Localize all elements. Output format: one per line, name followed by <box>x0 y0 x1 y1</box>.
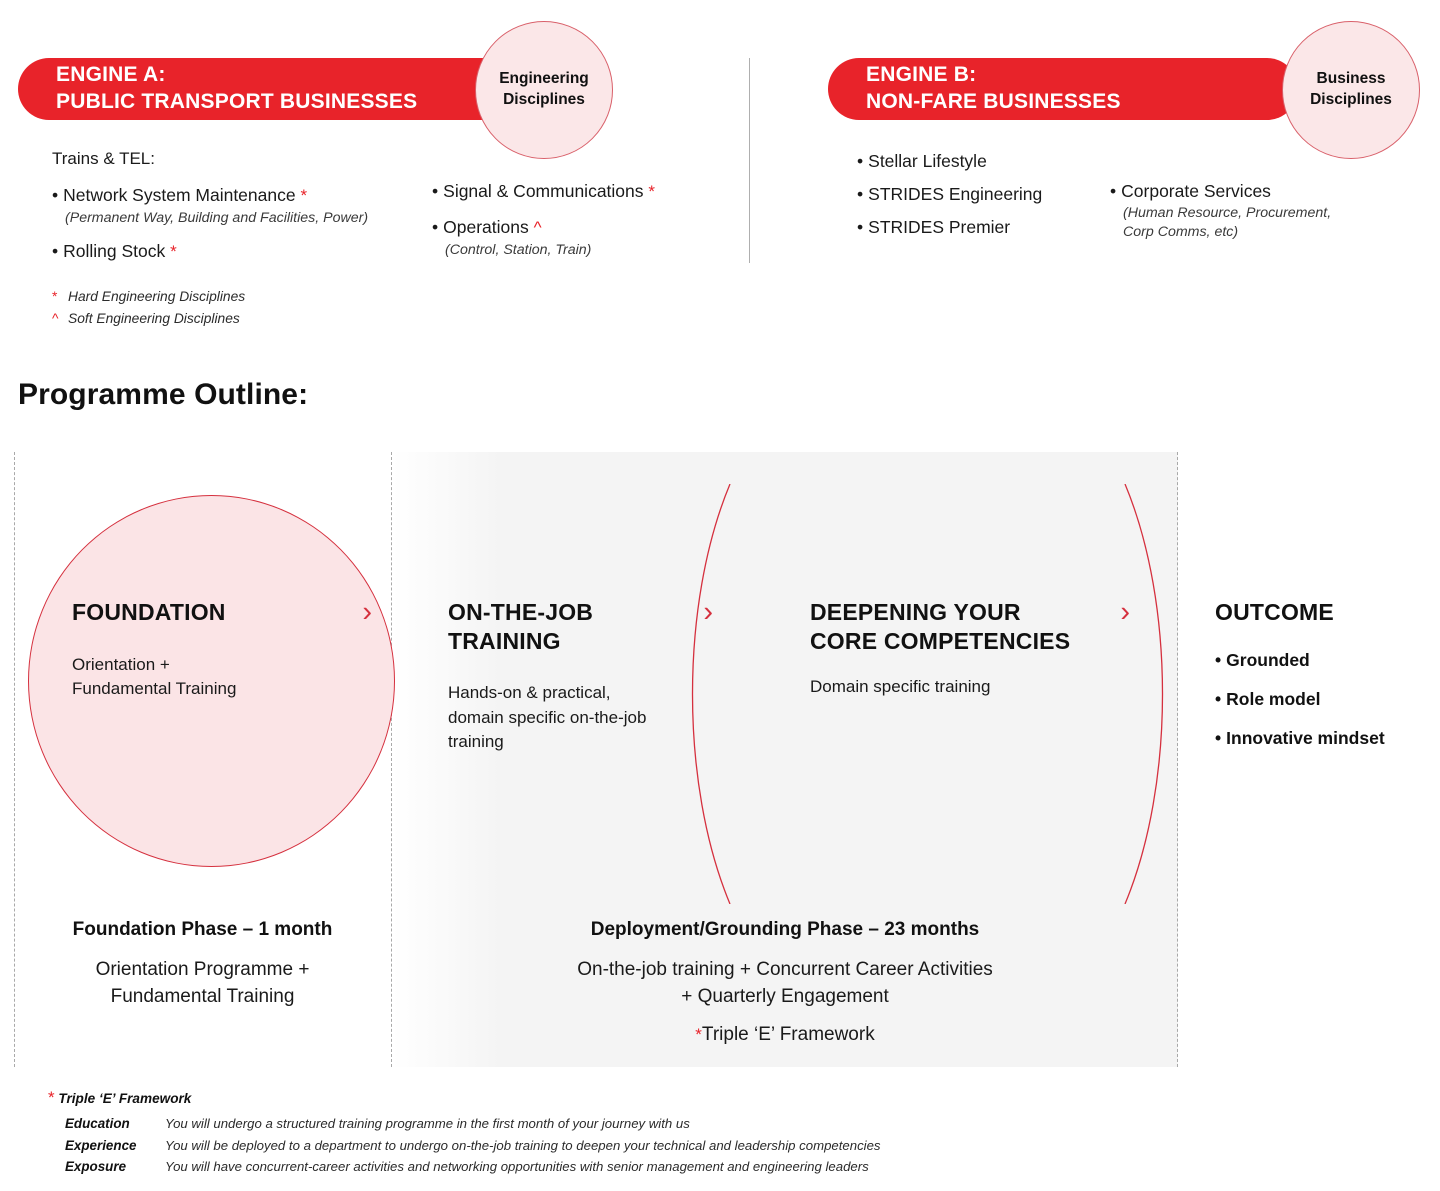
bullet-label: Corporate Services <box>1121 181 1271 201</box>
bullet-label: Stellar Lifestyle <box>868 151 987 171</box>
hard-discipline-mark: * <box>52 289 58 304</box>
phase-description: Hands-on & practical, domain specific on-the-job training <box>448 683 647 752</box>
list-item <box>1110 180 1400 241</box>
legend-row <box>52 308 245 330</box>
footnote-row <box>48 1135 1388 1157</box>
phase-summary-title: Deployment/Grounding Phase – 23 months <box>590 919 980 940</box>
footnote-row <box>48 1113 1388 1135</box>
programme-outline <box>0 452 1440 1067</box>
deployment-phase-summary <box>392 919 1178 1046</box>
engineering-disciplines-circle <box>475 21 613 159</box>
bullet-label: STRIDES Premier <box>868 217 1011 238</box>
bullet-label: Operations <box>443 217 529 238</box>
bullet-text <box>52 240 422 263</box>
discipline-legend <box>52 286 245 331</box>
engine-b-pill <box>828 58 1298 120</box>
bullet-dot-icon: • <box>1215 649 1222 670</box>
hard-discipline-mark: * <box>300 186 308 206</box>
bullet-dot-icon: • <box>432 181 439 201</box>
engine-column-divider <box>749 58 750 263</box>
footnote-term: Experience <box>65 1137 137 1153</box>
phase-header <box>72 598 372 627</box>
list-item <box>432 216 732 259</box>
triple-e-mark: * <box>48 1088 55 1107</box>
bullet-label: Rolling Stock <box>63 240 166 261</box>
phase-summary-text: On-the-job training + Concurrent Career Activities + Quarterly Engagement <box>577 959 993 1007</box>
bullet-label: Signal & Communications <box>443 181 644 201</box>
footnote-title <box>48 1088 1388 1108</box>
footnotes <box>48 1088 1388 1178</box>
engine-b-list-right <box>1110 180 1400 254</box>
phase-title: DEEPENING YOUR CORE COMPETENCIES <box>810 599 1071 654</box>
bullet-text <box>857 216 1107 239</box>
hard-discipline-mark: * <box>170 241 177 261</box>
bullet-dot-icon: • <box>857 184 864 205</box>
phase-header <box>1215 598 1440 627</box>
phase-summary-title: Foundation Phase – 1 month <box>72 919 333 940</box>
bullet-label: STRIDES Engineering <box>868 184 1043 205</box>
bullet-note: (Permanent Way, Building and Facilities, Power) <box>65 209 369 226</box>
triple-e-mark: * <box>695 1025 702 1045</box>
legend-row <box>52 286 245 308</box>
foundation-phase-summary <box>14 919 391 1010</box>
engine-a-list-left <box>52 148 422 276</box>
outcome-list <box>1215 649 1440 751</box>
chevron-right-icon: › <box>703 596 713 628</box>
soft-discipline-mark: ^ <box>533 218 542 238</box>
phase-outcome <box>1215 598 1440 767</box>
list-item <box>857 150 1107 173</box>
bullet-dot-icon: • <box>1215 728 1222 749</box>
bullet-dot-icon: • <box>1110 181 1117 201</box>
bullet-dot-icon: • <box>857 217 864 238</box>
outcome-label: Innovative mindset <box>1226 728 1385 749</box>
list-item <box>857 183 1107 206</box>
page-title: Programme Outline: <box>18 378 309 411</box>
bullet-text <box>857 150 1107 173</box>
list-item <box>1215 727 1440 750</box>
chevron-right-icon: › <box>362 596 372 628</box>
phase-header <box>810 598 1130 655</box>
bullet-dot-icon: • <box>52 185 59 206</box>
outcome-label: Grounded <box>1226 649 1310 670</box>
hard-discipline-mark: * <box>648 182 656 201</box>
list-item <box>52 184 422 227</box>
phase-deepening-core-competencies <box>810 598 1130 700</box>
list-item <box>52 240 422 263</box>
phase-title: FOUNDATION <box>72 599 226 625</box>
legend-label: Hard Engineering Disciplines <box>68 289 246 304</box>
bullet-text <box>432 180 732 203</box>
bullet-text <box>432 216 732 239</box>
phase-on-the-job-training <box>448 598 713 755</box>
triple-e-label: Triple ‘E’ Framework <box>701 1024 875 1046</box>
business-disciplines-line-1: Business <box>1316 70 1386 88</box>
phase-title: OUTCOME <box>1215 599 1334 625</box>
phase-title: ON-THE-JOB TRAINING <box>448 599 594 654</box>
footnote-term: Education <box>65 1116 130 1131</box>
list-item <box>1215 688 1440 711</box>
outcome-label: Role model <box>1226 688 1321 709</box>
footnote-row <box>48 1156 1388 1178</box>
business-disciplines-line-2: Disciplines <box>1310 91 1392 108</box>
bullet-text <box>52 184 422 207</box>
bullet-text <box>857 183 1107 206</box>
list-item <box>432 180 732 203</box>
list-item <box>857 216 1107 239</box>
engineering-disciplines-line-1: Engineering <box>499 70 589 88</box>
engine-a-pill <box>18 58 528 120</box>
phase-description: Orientation + Fundamental Training <box>72 654 237 699</box>
footnote-title-label: Triple ‘E’ Framework <box>58 1091 192 1106</box>
chevron-right-icon: › <box>1120 596 1130 628</box>
engineering-disciplines-line-2: Disciplines <box>503 91 585 108</box>
phase-description: Domain specific training <box>810 677 991 697</box>
bullet-label: Network System Maintenance <box>63 185 296 206</box>
bullet-dot-icon: • <box>857 151 864 171</box>
bullet-dot-icon: • <box>52 240 59 261</box>
phase-foundation <box>72 598 372 702</box>
footnote-description: You will have concurrent-career activities and networking opportunities with senior management and engineering leaders <box>165 1159 869 1175</box>
bullet-dot-icon: • <box>432 217 439 238</box>
footnote-term: Exposure <box>65 1159 127 1175</box>
engine-b-pill-line-2: NON-FARE BUSINESSES <box>866 90 1121 113</box>
engine-b-pill-line-1: ENGINE B: <box>866 63 977 87</box>
list-item <box>1215 649 1440 672</box>
engine-a-pill-line-2: PUBLIC TRANSPORT BUSINESSES <box>56 90 418 113</box>
bullet-note: (Control, Station, Train) <box>445 241 592 258</box>
phase-header <box>448 598 713 655</box>
footnote-description: You will be deployed to a department to undergo on-the-job training to deepen your technical and leadership competencies <box>165 1137 881 1153</box>
footnote-description: You will undergo a structured training programme in the first month of your journey with us <box>165 1116 690 1131</box>
business-disciplines-circle <box>1282 21 1420 159</box>
engine-a-list-right <box>432 180 732 272</box>
triple-e-reference <box>392 1024 1178 1046</box>
bullet-dot-icon: • <box>1215 688 1222 709</box>
legend-label: Soft Engineering Disciplines <box>68 311 240 327</box>
phase-summary-text: Orientation Programme + Fundamental Training <box>95 959 310 1007</box>
engine-a-pill-line-1: ENGINE A: <box>56 63 166 87</box>
bullet-text <box>1110 180 1400 203</box>
engine-a-lead-label: Trains & TEL: <box>52 149 155 168</box>
soft-discipline-mark: ^ <box>52 311 59 327</box>
bullet-note: (Human Resource, Procurement, Corp Comms, etc) <box>1123 205 1332 240</box>
engine-b-list-left <box>857 150 1107 249</box>
